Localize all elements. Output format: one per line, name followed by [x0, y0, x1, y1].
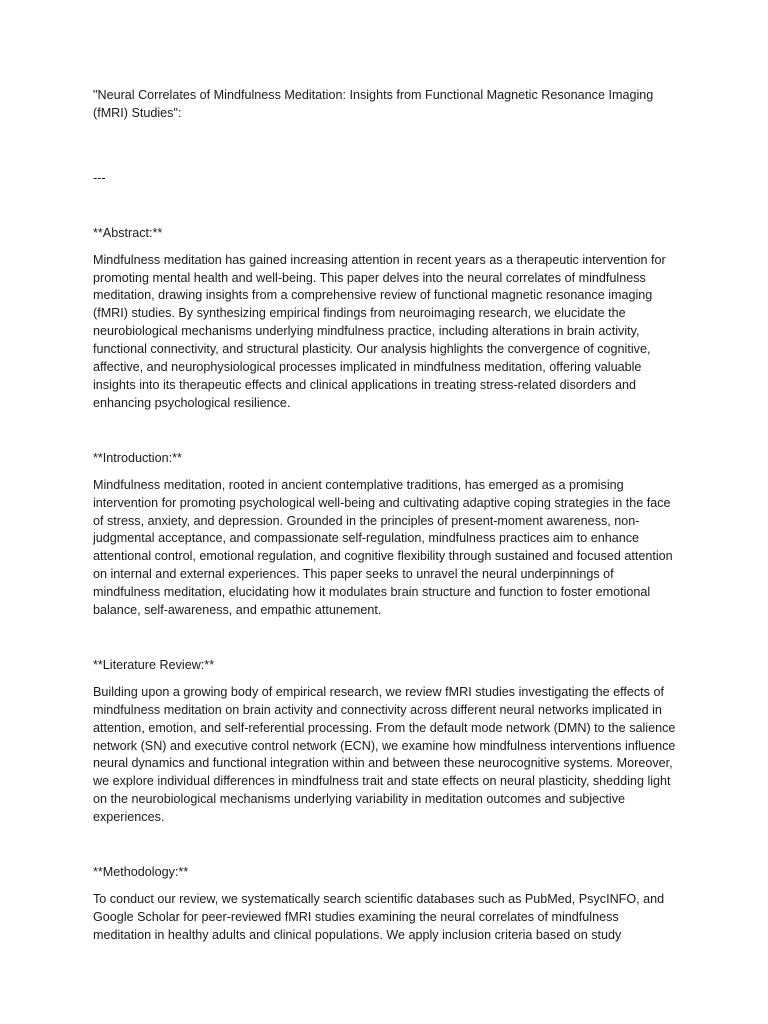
separator-line: --- — [93, 170, 106, 185]
methodology-text: To conduct our review, we systematically search scientific databases such as PubMed, PsycINFO, and Google Scholar for peer-reviewed fMRI studies examining the neural correlates of mindfulness meditation in healthy adults and clinical populations. We apply inclusion criteria based on study — [93, 892, 665, 942]
document-title: "Neural Correlates of Mindfulness Meditation: Insights from Functional Magnetic Resonance Imaging (fMRI) Studies": — [93, 88, 654, 120]
literature-review-heading: **Literature Review:** — [93, 657, 215, 672]
abstract-text: Mindfulness meditation has gained increasing attention in recent years as a therapeutic intervention for promoting mental health and well-being. This paper delves into the neural correlates of mindfulness meditation, drawing insights from a comprehensive review of functional magnetic resonance imaging (fMRI) studies. By synthesizing empirical findings from neuroimaging research, we elucidate the neurobiological mechanisms underlying mindfulness practice, including alterations in brain activity, functional connectivity, and structural plasticity. Our analysis highlights the convergence of cognitive, affective, and neurophysiological processes implicated in mindfulness meditation, offering valuable insights into its therapeutic effects and clinical applications in treating stress-related disorders and enhancing psychological resilience. — [93, 252, 666, 410]
introduction-text: Mindfulness meditation, rooted in ancient contemplative traditions, has emerged as a promising intervention for promoting psychological well-being and cultivating adaptive coping strategies in the face of stress, anxiety, and depression. Grounded in the principles of present-moment awareness, non-judgmental acceptance, and compassionate self-regulation, mindfulness practices aim to enhance attentional control, emotional regulation, and cognitive flexibility through sustained and focused attention on internal and external experiences. This paper seeks to unravel the neural underpinnings of mindfulness meditation, elucidating how it modulates brain structure and function to foster emotional balance, self-awareness, and empathic attunement. — [93, 477, 673, 618]
literature-review-text: Building upon a growing body of empirical research, we review fMRI studies investigating the effects of mindfulness meditation on brain activity and connectivity across different neural networks implicated in attention, emotion, and self-referential processing. From the default mode network (DMN) to the salience network (SN) and executive control network (ECN), we examine how mindfulness interventions influence neural dynamics and functional integration within and between these neurocognitive systems. Moreover, we explore individual differences in mindfulness trait and state effects on neural plasticity, shedding light on the neurobiological mechanisms underlying variability in meditation outcomes and subjective experiences. — [93, 684, 676, 825]
methodology-heading: **Methodology:** — [93, 865, 189, 880]
abstract-heading: **Abstract:** — [93, 225, 163, 240]
document-content — [93, 87, 678, 982]
introduction-heading: **Introduction:** — [93, 450, 182, 465]
